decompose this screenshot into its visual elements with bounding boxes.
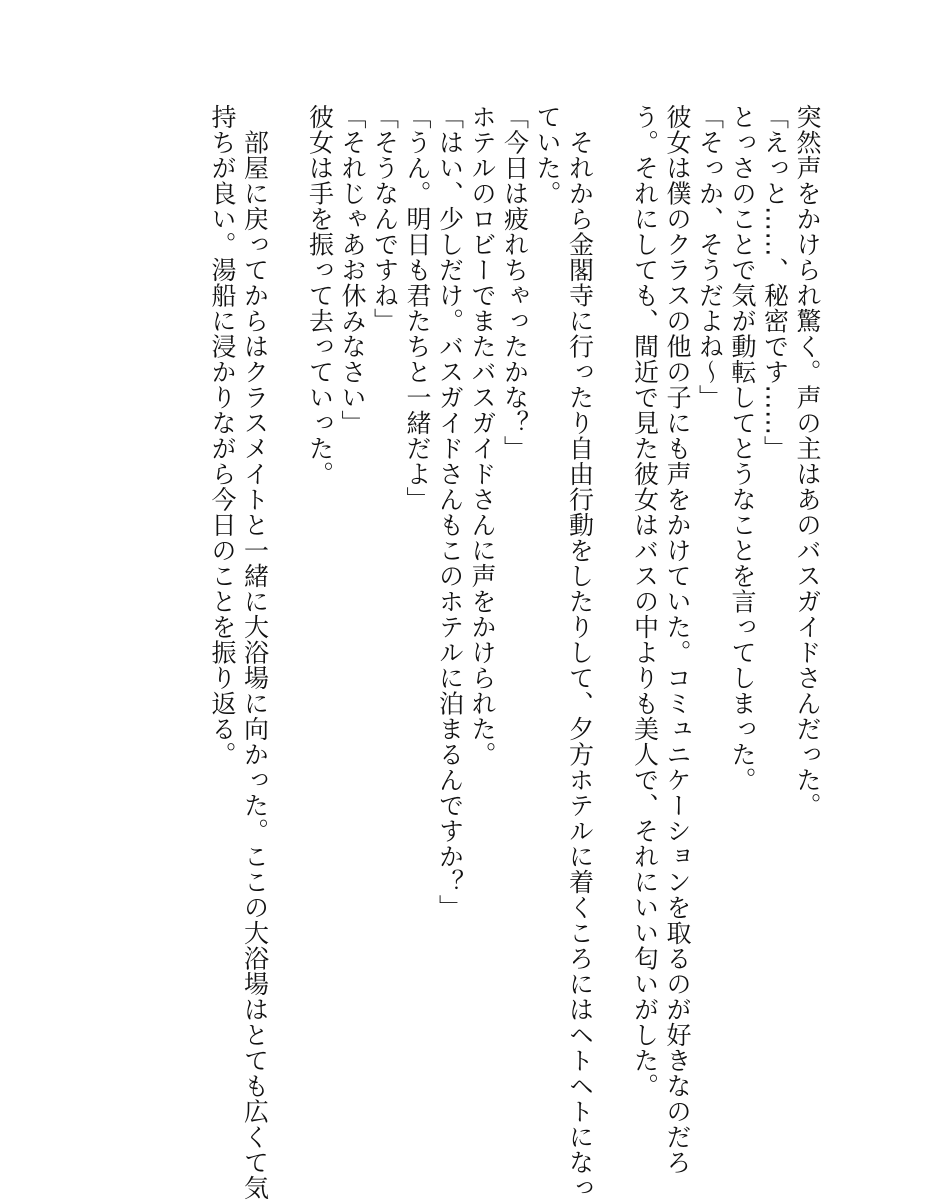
text-line: ホテルのロビーでまたバスガイドさんに声をかけられた。 xyxy=(468,104,497,767)
text-line: 彼女は僕のクラスの他の子にも声をかけていた。コミュニケーションを取るのが好きなのだろ xyxy=(663,104,692,1175)
blank-line xyxy=(271,104,304,1104)
text-line: 「えっと……、秘密です……」 xyxy=(760,104,790,461)
text-line: 「今日は疲れちゃったかな？」 xyxy=(500,104,530,461)
text-line: 持ちが良い。湯船に浸かりながら今日のことを振り返る。 xyxy=(208,104,237,767)
text-line: 「それじゃあお休みなさい」 xyxy=(338,104,367,436)
text-line: 突然声をかけられ驚く。声の主はあのバスガイドさんだった。 xyxy=(793,104,822,818)
text-line: 「そっか、そうだよね～」 xyxy=(695,104,725,410)
text-line: それから金閣寺に行ったり自由行動をしたりして、夕方ホテルに着くころにはヘトヘトになっ xyxy=(565,104,595,1201)
text-line: 部屋に戻ってからはクラスメイトと一緒に大浴場に向かった。ここの大浴場はとても広くて気 xyxy=(240,104,270,1201)
text-line: 彼女は手を振って去っていった。 xyxy=(305,104,335,487)
text-line: とっさのことで気が動転してとうなことを言ってしまった。 xyxy=(728,104,757,793)
text-line: 「はい、少しだけ。バスガイドさんもこのホテルに泊まるんですか？」 xyxy=(435,104,465,920)
text-line: ていた。 xyxy=(533,104,562,206)
text-line: う。それにしても、間近で見た彼女はバスの中よりも美人で、それにいい匂いがした。 xyxy=(630,104,660,1099)
text-line: 「そうなんですね」 xyxy=(370,104,400,334)
vertical-text-block xyxy=(123,104,823,1201)
text-line: 「うん。明日も君たちと一緒だよ」 xyxy=(403,104,432,512)
blank-line xyxy=(596,104,629,1104)
